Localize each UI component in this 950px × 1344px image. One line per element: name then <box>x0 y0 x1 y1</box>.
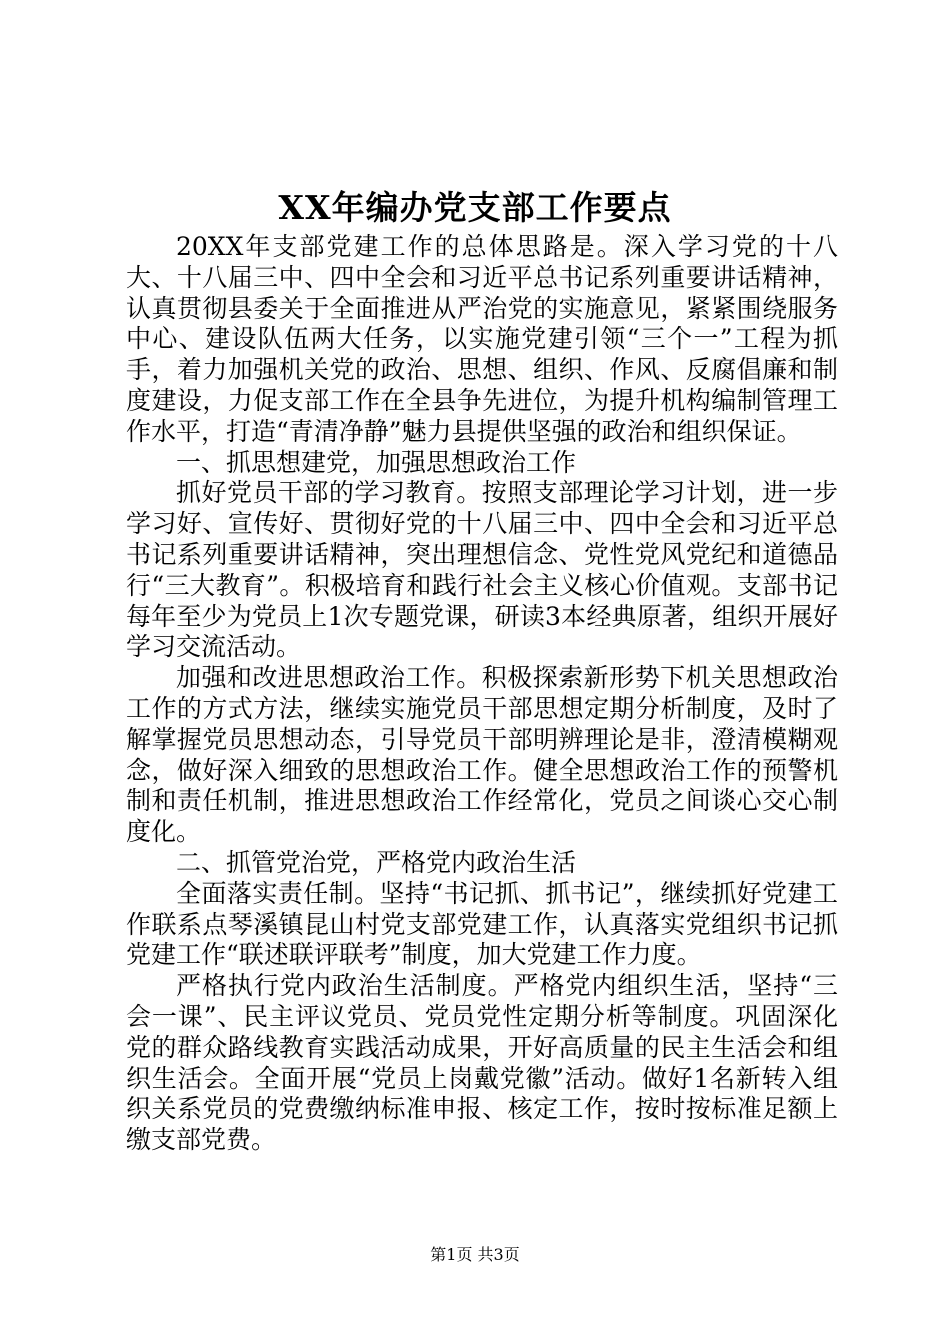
intro-paragraph: 20XX年支部党建工作的总体思路是。深入学习党的十八大、十八届三中、四中全会和习近平总书记系列重要讲话精神，认真贯彻县委关于全面推进从严治党的实施意见，紧紧围绕服务中心、建设队伍两大任务，以实施党建引领“三个一”工程为抓手，着力加强机关党的政治、思想、组织、作风、反腐倡廉和制度建设，力促支部工作在全县争先进位，为提升机构编制管理工作水平，打造“青清净静”魅力县提供坚强的政治和组织保证。 <box>126 232 838 446</box>
section-heading-1: 一、抓思想建党，加强思想政治工作 <box>176 447 577 477</box>
paragraph-political-life: 严格执行党内政治生活制度。严格党内组织生活，坚持“三会一课”、民主评议党员、党员党性定期分析等制度。巩固深化党的群众路线教育实践活动成果，开好高质量的民主生活会和组织生活会。全面开展“党员上岗戴党徽”活动。做好1名新转入组织关系党员的党费缴纳标准申报、核定工作，按时按标准足额上缴支部党费。 <box>126 971 838 1155</box>
paragraph-study-education: 抓好党员干部的学习教育。按照支部理论学习计划，进一步学习好、宣传好、贯彻好党的十八届三中、四中全会和习近平总书记系列重要讲话精神，突出理想信念、党性党风党纪和道德品行“三大教育”。积极培育和践行社会主义核心价值观。支部书记每年至少为党员上1次专题党课，研读3本经典原著，组织开展好学习交流活动。 <box>126 478 838 662</box>
document-body <box>126 232 838 1156</box>
section-heading-2: 二、抓管党治党，严格党内政治生活 <box>176 847 577 877</box>
paragraph-responsibility: 全面落实责任制。坚持“书记抓、抓书记”，继续抓好党建工作联系点琴溪镇昆山村党支部党建工作，认真落实党组织书记抓党建工作“联述联评联考”制度，加大党建工作力度。 <box>126 878 838 970</box>
paragraph-ideological-work: 加强和改进思想政治工作。积极探索新形势下机关思想政治工作的方式方法，继续实施党员干部思想定期分析制度，及时了解掌握党员思想动态，引导党员干部明辨理论是非，澄清模糊观念，做好深入细致的思想政治工作。健全思想政治工作的预警机制和责任机制，推进思想政治工作经常化，党员之间谈心交心制度化。 <box>126 663 838 847</box>
document-title: XX年编办党支部工作要点 <box>278 188 672 227</box>
page-footer: 第1页 共3页 <box>430 1245 520 1264</box>
